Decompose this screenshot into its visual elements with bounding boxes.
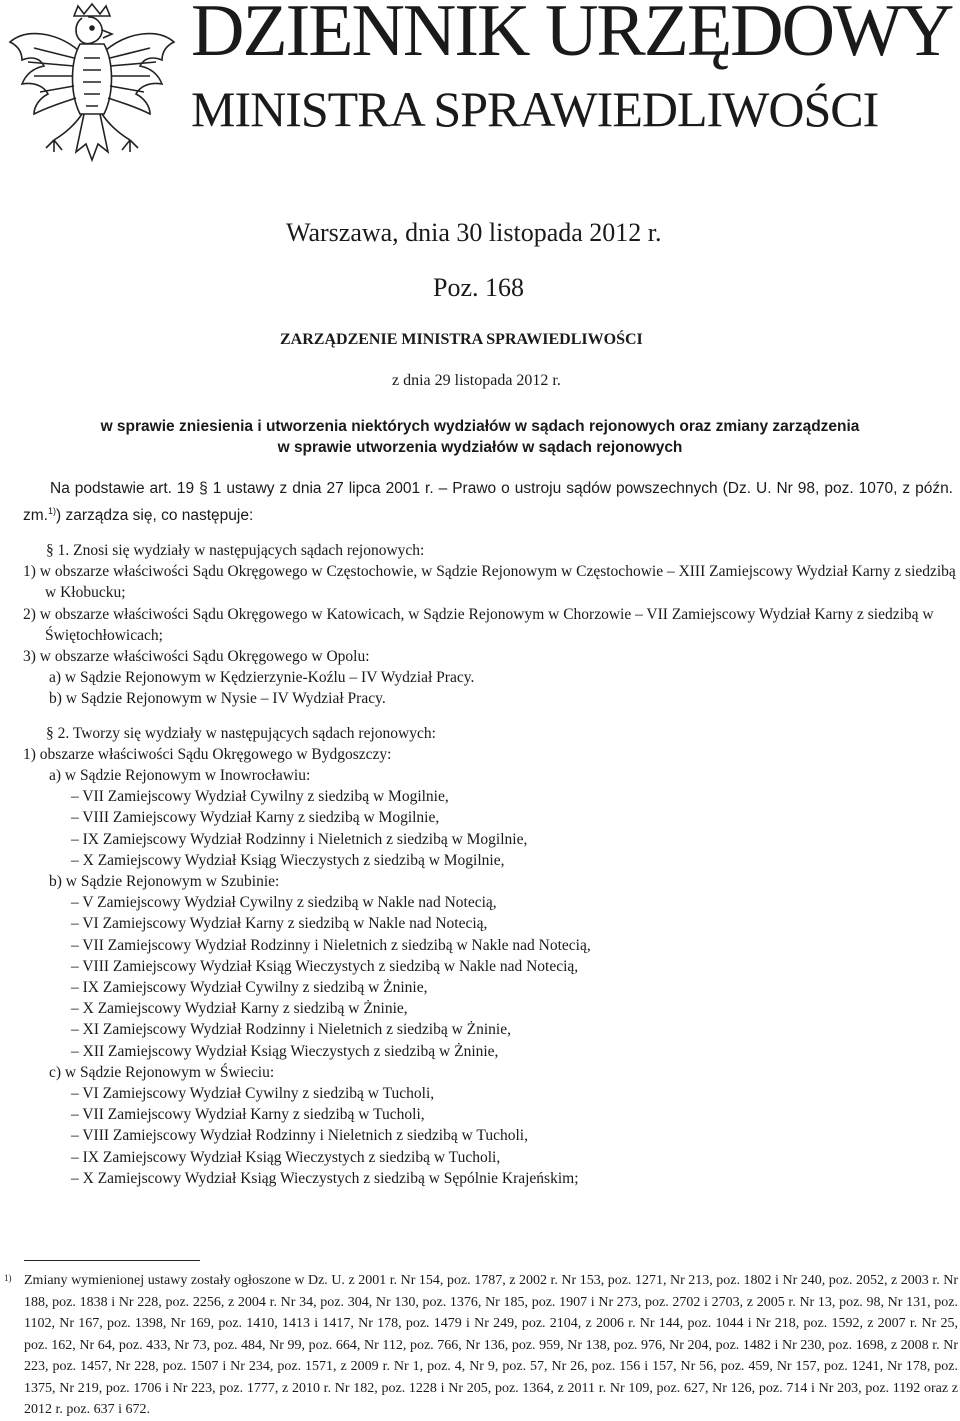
body-line: – X Zamiejscowy Wydział Ksiąg Wieczystych z siedzibą w Mogilnie, [71,851,505,869]
journal-title: DZIENNIK URZĘDOWY [191,0,953,72]
body-line: a) w Sądzie Rejonowym w Inowrocławiu: [49,767,311,785]
body-line: – IX Zamiejscowy Wydział Rodzinny i Nieletnich z siedzibą w Mogilnie, [71,830,528,848]
body-line: – VIII Zamiejscowy Wydział Rodzinny i Nieletnich z siedzibą w Tucholi, [71,1127,528,1145]
body-line: – VII Zamiejscowy Wydział Rodzinny i Nieletnich z siedzibą w Nakle nad Notecią, [71,936,591,954]
body-line: 1) w obszarze właściwości Sądu Okręgowego w Częstochowie, w Sądzie Rejonowym w Częstochowie – XIII Zamiejscowy Wydział Karny z siedzibą w Kłobucku; [23,563,956,602]
body-line: – VIII Zamiejscowy Wydział Ksiąg Wieczystych z siedzibą w Nakle nad Notecią, [71,957,579,975]
body-line: § 1. Znosi się wydziały w następujących sądach rejonowych: [46,542,425,559]
body-line: – VIII Zamiejscowy Wydział Karny z siedzibą w Mogilnie, [71,809,440,827]
body-line: – X Zamiejscowy Wydział Ksiąg Wieczystych z siedzibą w Sępólnie Krajeńskim; [71,1169,579,1187]
body-line: 3) w obszarze właściwości Sądu Okręgowego w Opolu: [23,648,370,666]
body-line: – X Zamiejscowy Wydział Karny z siedzibą w Żninie, [71,1000,408,1018]
body-line: c) w Sądzie Rejonowym w Świeciu: [49,1063,275,1081]
body-line: – VII Zamiejscowy Wydział Karny z siedzibą w Tucholi, [71,1106,425,1124]
body-line: – VII Zamiejscowy Wydział Cywilny z siedzibą w Mogilnie, [71,788,449,806]
issue-date: Warszawa, dnia 30 listopada 2012 r. [286,218,662,247]
preamble [23,477,953,527]
footnote-divider [24,1260,200,1261]
footnote-text: Zmiany wymienionej ustawy zostały ogłoszone w Dz. U. z 2001 r. Nr 154, poz. 1787, z 2002 r. Nr 153, poz. 1271, Nr 213, poz. 1802 i Nr 240, poz. 2052, z 2003 r. Nr 188, poz. 1838 i Nr 228, poz. 2256, z 2004 r. Nr 34, poz. 304, Nr 130, poz. 1376, Nr 185, poz. 1907 i Nr 273, poz. 2702 i 2703, z 2005 r. Nr 13, poz. 98, Nr 131, poz. 1102, Nr 167, poz. 1398, Nr 169, poz. 1410, 1413 i 1417, Nr 178, poz. 1479 i Nr 249, poz. 2104, z 2006 r. Nr 144, poz. 1044 i Nr 218, poz. 1592, z 2007 r. Nr 25, poz. 162, Nr 64, poz. 433, Nr 73, poz. 484, Nr 99, poz. 664, Nr 112, poz. 766, Nr 136, poz. 959, Nr 138, poz. 976, Nr 204, poz. 1482 i Nr 230, poz. 1698, z 2008 r. Nr 223, poz. 1457, Nr 228, poz. 1507 i Nr 234, poz. 1571, z 2009 r. Nr 1, poz. 4, Nr 9, poz. 57, Nr 26, poz. 156 i 157, Nr 56, poz. 459, Nr 157, poz. 1241, Nr 178, poz. 1375, Nr 219, poz. 1706 i Nr 223, poz. 1777, z 2010 r. Nr 182, poz. 1228 i Nr 205, poz. 1364, z 2011 r. Nr 109, poz. 627, Nr 126, poz. 714 i Nr 203, poz. 1192 oraz z 2012 r. poz. 637 i 672. [24,1273,958,1417]
order-date: z dnia 29 listopada 2012 r. [392,372,561,389]
section-gap [23,710,959,723]
body-line: – VI Zamiejscowy Wydział Karny z siedzibą w Nakle nad Notecią, [71,915,488,933]
body-line: 1) obszarze właściwości Sądu Okręgowego w Bydgoszczy: [23,745,392,763]
order-title: ZARZĄDZENIE MINISTRA SPRAWIEDLIWOŚCI [280,331,643,348]
body-line: – VI Zamiejscowy Wydział Cywilny z siedzibą w Tucholi, [71,1085,435,1103]
position-number: Poz. 168 [433,273,524,302]
document-body [23,540,959,1189]
body-line: a) w Sądzie Rejonowym w Kędzierzynie-Koźlu – IV Wydział Pracy. [49,669,475,687]
body-line: – V Zamiejscowy Wydział Cywilny z siedzibą w Nakle nad Notecią, [71,894,497,912]
footnote [4,1270,958,1421]
subject-line-1: w sprawie zniesienia i utworzenia niektórych wydziałów w sądach rejonowych oraz zmiany zarządzenia [100,418,860,435]
body-line: b) w Sądzie Rejonowym w Nysie – IV Wydział Pracy. [49,690,386,708]
preamble-text-before: Na podstawie art. 19 § 1 ustawy z dnia 27 lipca 2001 r. – Prawo o ustroju sądów powszechnych (Dz. U. Nr 98, poz. 1070, z późn. zm. [23,480,953,525]
footnote-reference: 1) [47,506,56,516]
body-line: – IX Zamiejscowy Wydział Ksiąg Wieczystych z siedzibą w Tucholi, [71,1148,501,1166]
journal-subtitle: MINISTRA SPRAWIEDLIWOŚCI [191,81,879,137]
body-line: § 2. Tworzy się wydziały w następujących sądach rejonowych: [46,724,436,742]
eagle-emblem-icon [4,2,180,178]
body-line: – IX Zamiejscowy Wydział Cywilny z siedzibą w Żninie, [71,979,428,997]
subject-line-2: w sprawie utworzenia wydziałów w sądach rejonowych [277,439,683,456]
body-line: – XII Zamiejscowy Wydział Ksiąg Wieczystych z siedzibą w Żninie, [71,1042,499,1060]
body-line: 2) w obszarze właściwości Sądu Okręgowego w Katowicach, w Sądzie Rejonowym w Chorzowie – VII Zamiejscowy Wydział Karny z siedzibą w Świętochłowicach; [23,605,934,644]
preamble-text-after: ) zarządza się, co następuje: [55,507,254,525]
footnote-mark: 1) [4,1273,12,1283]
body-line: b) w Sądzie Rejonowym w Szubinie: [49,873,280,891]
body-line: – XI Zamiejscowy Wydział Rodzinny i Nieletnich z siedzibą w Żninie, [71,1021,511,1039]
